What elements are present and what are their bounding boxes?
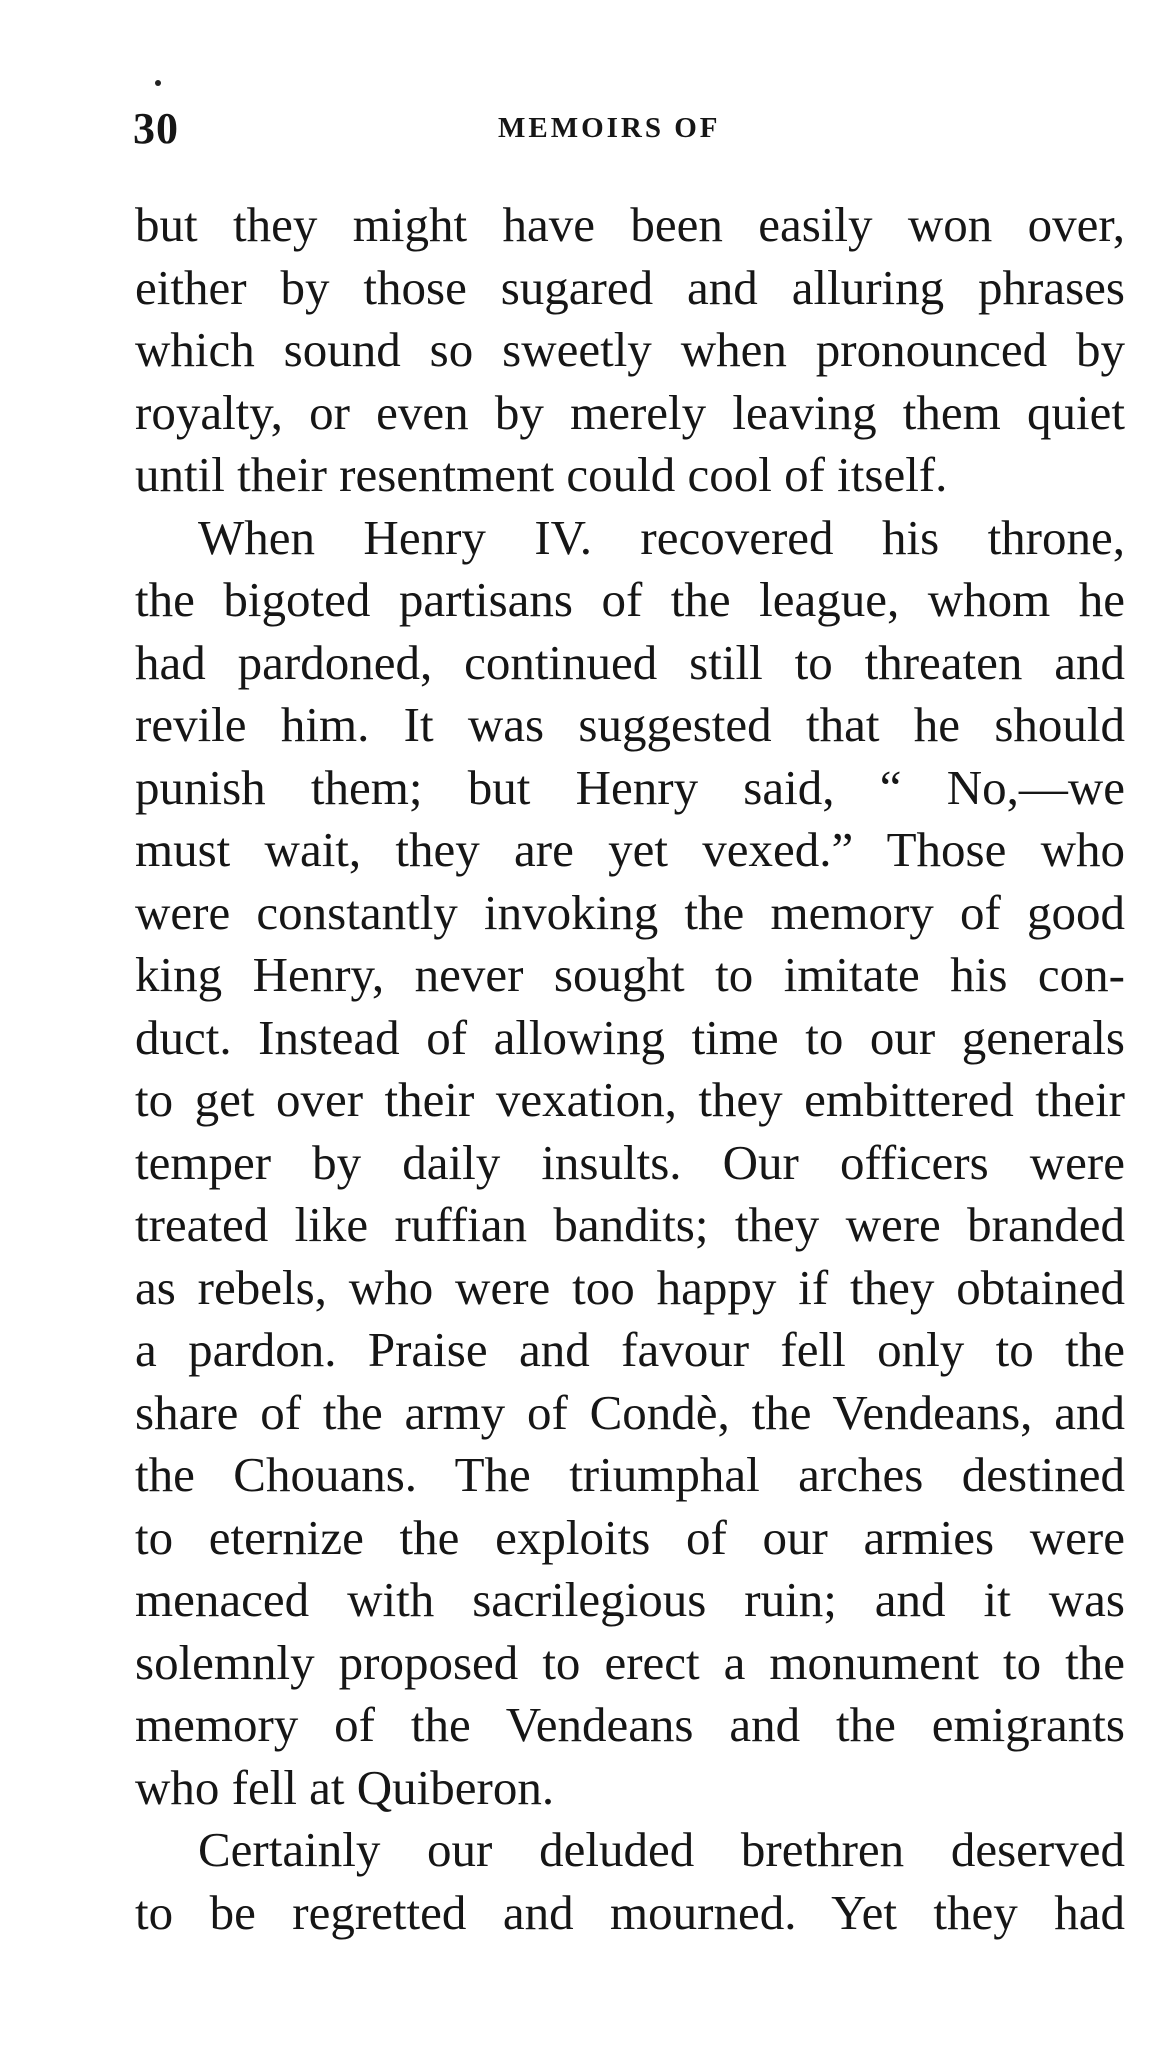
text-line: the bigoted partisans of the league, whom he	[135, 572, 1125, 627]
text-line: king Henry, never sought to imitate his con-	[135, 947, 1125, 1002]
text-line: menaced with sacrilegious ruin; and it was	[135, 1572, 1125, 1627]
text-line: had pardoned, continued still to threaten and	[135, 634, 1125, 690]
text-line: Certainly our deluded brethren deserved	[198, 1822, 1125, 1877]
running-title: MEMOIRS OF	[498, 112, 721, 144]
text-line: temper by daily insults. Our officers were	[135, 1134, 1125, 1190]
text-line: either by those sugared and alluring phrases	[135, 259, 1125, 315]
text-line: punish them; but Henry said, “ No,—we	[135, 759, 1125, 815]
text-line: the Chouans. The triumphal arches destined	[135, 1447, 1125, 1502]
text-line: a pardon. Praise and favour fell only to the	[135, 1322, 1125, 1377]
text-line: share of the army of Condè, the Vendeans, and	[135, 1384, 1125, 1440]
text-line: until their resentment could cool of itself.	[135, 447, 948, 502]
text-line: memory of the Vendeans and the emigrants	[135, 1697, 1125, 1752]
text-line: who fell at Quiberon.	[135, 1759, 555, 1815]
text-line: must wait, they are yet vexed.” Those who	[135, 822, 1125, 877]
text-line: as rebels, who were too happy if they obtained	[135, 1259, 1125, 1315]
text-line: to eternize the exploits of our armies were	[135, 1509, 1125, 1565]
text-line: to get over their vexation, they embittered their	[135, 1072, 1125, 1127]
text-line: When Henry IV. recovered his throne,	[198, 509, 1125, 565]
text-line: treated like ruffian bandits; they were branded	[135, 1197, 1125, 1252]
text-line: revile him. It was suggested that he should	[135, 697, 1125, 752]
text-line: but they might have been easily won over,	[135, 197, 1125, 252]
ink-speck	[155, 80, 161, 86]
page-number: 30	[133, 104, 179, 153]
page-header	[133, 103, 1073, 153]
text-line: solemnly proposed to erect a monument to the	[135, 1634, 1125, 1690]
body-text	[135, 194, 1125, 1944]
text-line: which sound so sweetly when pronounced by	[135, 322, 1125, 377]
text-line: were constantly invoking the memory of good	[135, 884, 1125, 940]
text-line: duct. Instead of allowing time to our generals	[135, 1009, 1125, 1065]
text-line: royalty, or even by merely leaving them quiet	[135, 384, 1125, 440]
text-line: to be regretted and mourned. Yet they had	[135, 1884, 1125, 1940]
